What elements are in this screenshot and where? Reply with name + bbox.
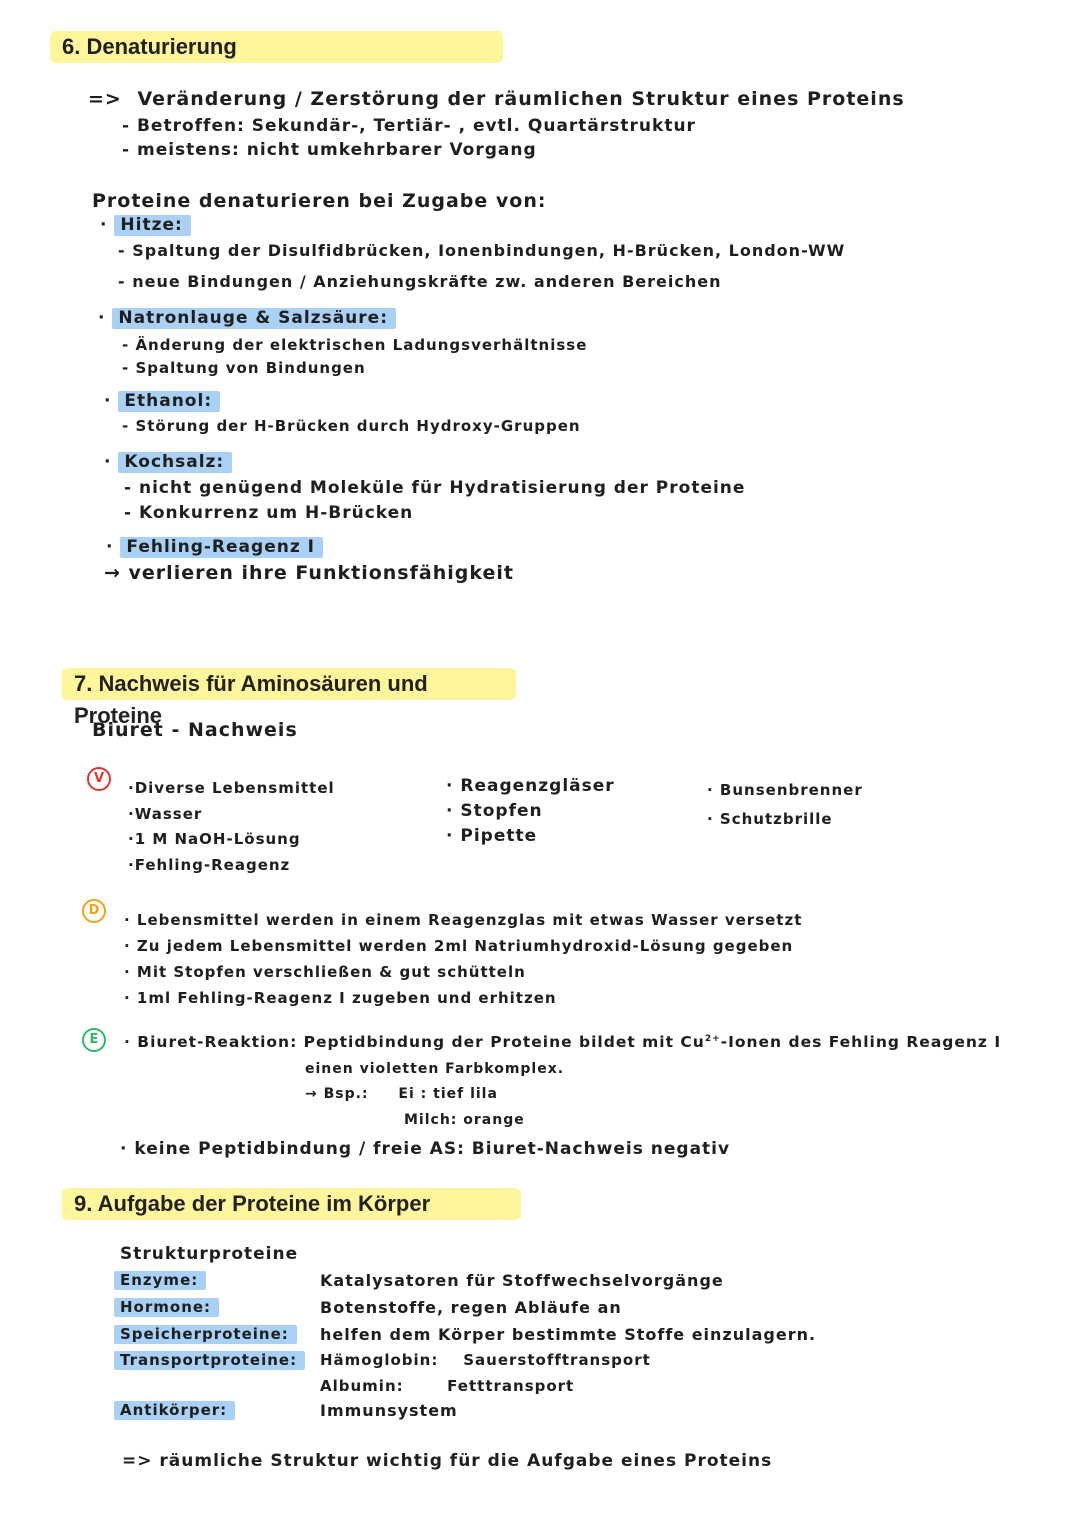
materials-col-1 bbox=[128, 776, 335, 878]
row-desc: Hämoglobin: Sauerstofftransport bbox=[320, 1351, 651, 1369]
hitze-highlight: Hitze: bbox=[114, 215, 190, 236]
materials-col-3 bbox=[707, 776, 863, 834]
row-label: Transportproteine: bbox=[114, 1351, 305, 1370]
section-9-title: 9. Aufgabe der Proteine im Körper bbox=[62, 1188, 521, 1220]
material-item: · Reagenzgläser bbox=[446, 776, 615, 796]
material-item: ·1 M NaOH-Lösung bbox=[128, 830, 301, 848]
material-item: ·Wasser bbox=[128, 804, 203, 823]
row-desc: Botenstoffe, regen Abläufe an bbox=[320, 1298, 622, 1317]
biuret-reaction-text-end: -Ionen des Fehling Reagenz I bbox=[720, 1033, 1002, 1051]
fehling-highlight: Fehling-Reagenz I bbox=[120, 537, 323, 558]
ethanol-item-1: - Störung der H-Brücken durch Hydroxy-Gruppen bbox=[122, 417, 581, 435]
natron-item-1: - Änderung der elektrischen Ladungsverhältnisse bbox=[122, 336, 588, 354]
material-item: · Bunsenbrenner bbox=[707, 781, 863, 799]
definition-line bbox=[88, 88, 905, 110]
example-arrow: → Bsp.: bbox=[305, 1086, 369, 1102]
strukturproteine-label: Strukturproteine bbox=[120, 1244, 299, 1264]
definition-text: Veränderung / Zerstörung der räumlichen Struktur eines Proteins bbox=[137, 88, 905, 110]
function-row-albumin bbox=[114, 1377, 1074, 1401]
irreversible-note: - meistens: nicht umkehrbarer Vorgang bbox=[122, 140, 537, 160]
section-6-title: 6. Denaturierung bbox=[50, 31, 503, 63]
biuret-subtitle: Biuret - Nachweis bbox=[92, 719, 298, 741]
e-marker-icon: E bbox=[82, 1028, 106, 1052]
row-label: Antikörper: bbox=[114, 1401, 235, 1420]
row-label: Hormone: bbox=[114, 1298, 219, 1317]
charge-superscript: 2+ bbox=[704, 1033, 721, 1044]
function-row-hormone bbox=[114, 1298, 1074, 1322]
affected-structures: - Betroffen: Sekundär-, Tertiär- , evtl. Quartärstruktur bbox=[122, 116, 696, 136]
material-item: · Schutzbrille bbox=[707, 810, 833, 828]
procedure-step: · 1ml Fehling-Reagenz I zugeben und erhitzen bbox=[124, 989, 557, 1007]
negative-result-line: · keine Peptidbindung / freie AS: Biuret-Nachweis negativ bbox=[120, 1139, 731, 1159]
denature-result: → verlieren ihre Funktionsfähigkeit bbox=[104, 562, 514, 584]
ethanol-highlight: Ethanol: bbox=[118, 391, 220, 412]
natron-item-2: - Spaltung von Bindungen bbox=[122, 359, 366, 377]
structure-conclusion: => räumliche Struktur wichtig für die Aufgabe eines Proteins bbox=[122, 1451, 773, 1471]
material-item: · Pipette bbox=[446, 826, 538, 846]
row-label: Enzyme: bbox=[114, 1271, 206, 1290]
row-desc: Immunsystem bbox=[320, 1401, 458, 1420]
function-row-enzyme bbox=[114, 1271, 1074, 1295]
material-item: ·Fehling-Reagenz bbox=[128, 855, 291, 874]
row-desc: Albumin: Fetttransport bbox=[320, 1377, 575, 1395]
d-marker-icon: D bbox=[82, 899, 106, 923]
materials-col-2 bbox=[446, 774, 615, 849]
kochsalz-label: · Kochsalz: bbox=[104, 452, 232, 472]
row-label: Speicherproteine: bbox=[114, 1325, 297, 1344]
example-egg: Ei : tief lila bbox=[398, 1086, 498, 1102]
fehling-label: · Fehling-Reagenz I bbox=[106, 537, 323, 557]
function-row-transport bbox=[114, 1351, 1074, 1375]
function-row-speicher bbox=[114, 1325, 1074, 1349]
implication-arrow: => bbox=[88, 88, 122, 110]
natron-highlight: Natronlauge & Salzsäure: bbox=[112, 308, 396, 329]
denature-intro: Proteine denaturieren bei Zugabe von: bbox=[92, 190, 547, 212]
natron-label: · Natronlauge & Salzsäure: bbox=[98, 308, 396, 328]
hitze-item-2: - neue Bindungen / Anziehungskräfte zw. anderen Bereichen bbox=[118, 272, 722, 291]
row-desc: helfen dem Körper bestimmte Stoffe einzulagern. bbox=[320, 1325, 817, 1344]
row-desc: Katalysatoren für Stoffwechselvorgänge bbox=[320, 1271, 724, 1290]
example-milk-line: Milch: orange bbox=[404, 1112, 525, 1128]
example-egg-line bbox=[305, 1086, 498, 1102]
procedure-list bbox=[124, 907, 802, 1011]
biuret-reaction-text: · Biuret-Reaktion: Peptidbindung der Proteine bildet mit Cu bbox=[124, 1033, 705, 1051]
procedure-step: · Mit Stopfen verschließen & gut schütteln bbox=[124, 963, 526, 981]
procedure-step: · Zu jedem Lebensmittel werden 2ml Natriumhydroxid-Lösung gegeben bbox=[124, 937, 794, 955]
hitze-label: · Hitze: bbox=[100, 215, 191, 235]
kochsalz-item-2: - Konkurrenz um H-Brücken bbox=[124, 503, 414, 523]
material-item: · Stopfen bbox=[446, 801, 543, 821]
v-marker-icon: V bbox=[87, 767, 111, 791]
kochsalz-item-1: - nicht genügend Moleküle für Hydratisierung der Proteine bbox=[124, 478, 746, 498]
procedure-step: · Lebensmittel werden in einem Reagenzglas mit etwas Wasser versetzt bbox=[124, 911, 803, 929]
kochsalz-highlight: Kochsalz: bbox=[118, 452, 232, 473]
biuret-reaction-line bbox=[124, 1033, 1001, 1051]
violet-complex-line: einen violetten Farbkomplex. bbox=[305, 1061, 565, 1077]
material-item: ·Diverse Lebensmittel bbox=[128, 779, 335, 797]
function-row-antikoerper bbox=[114, 1401, 1074, 1425]
section-7-title: 7. Nachweis für Aminosäuren und Proteine bbox=[62, 668, 516, 700]
ethanol-label: · Ethanol: bbox=[104, 391, 220, 411]
hitze-item-1: - Spaltung der Disulfidbrücken, Ionenbindungen, H-Brücken, London-WW bbox=[118, 241, 846, 260]
